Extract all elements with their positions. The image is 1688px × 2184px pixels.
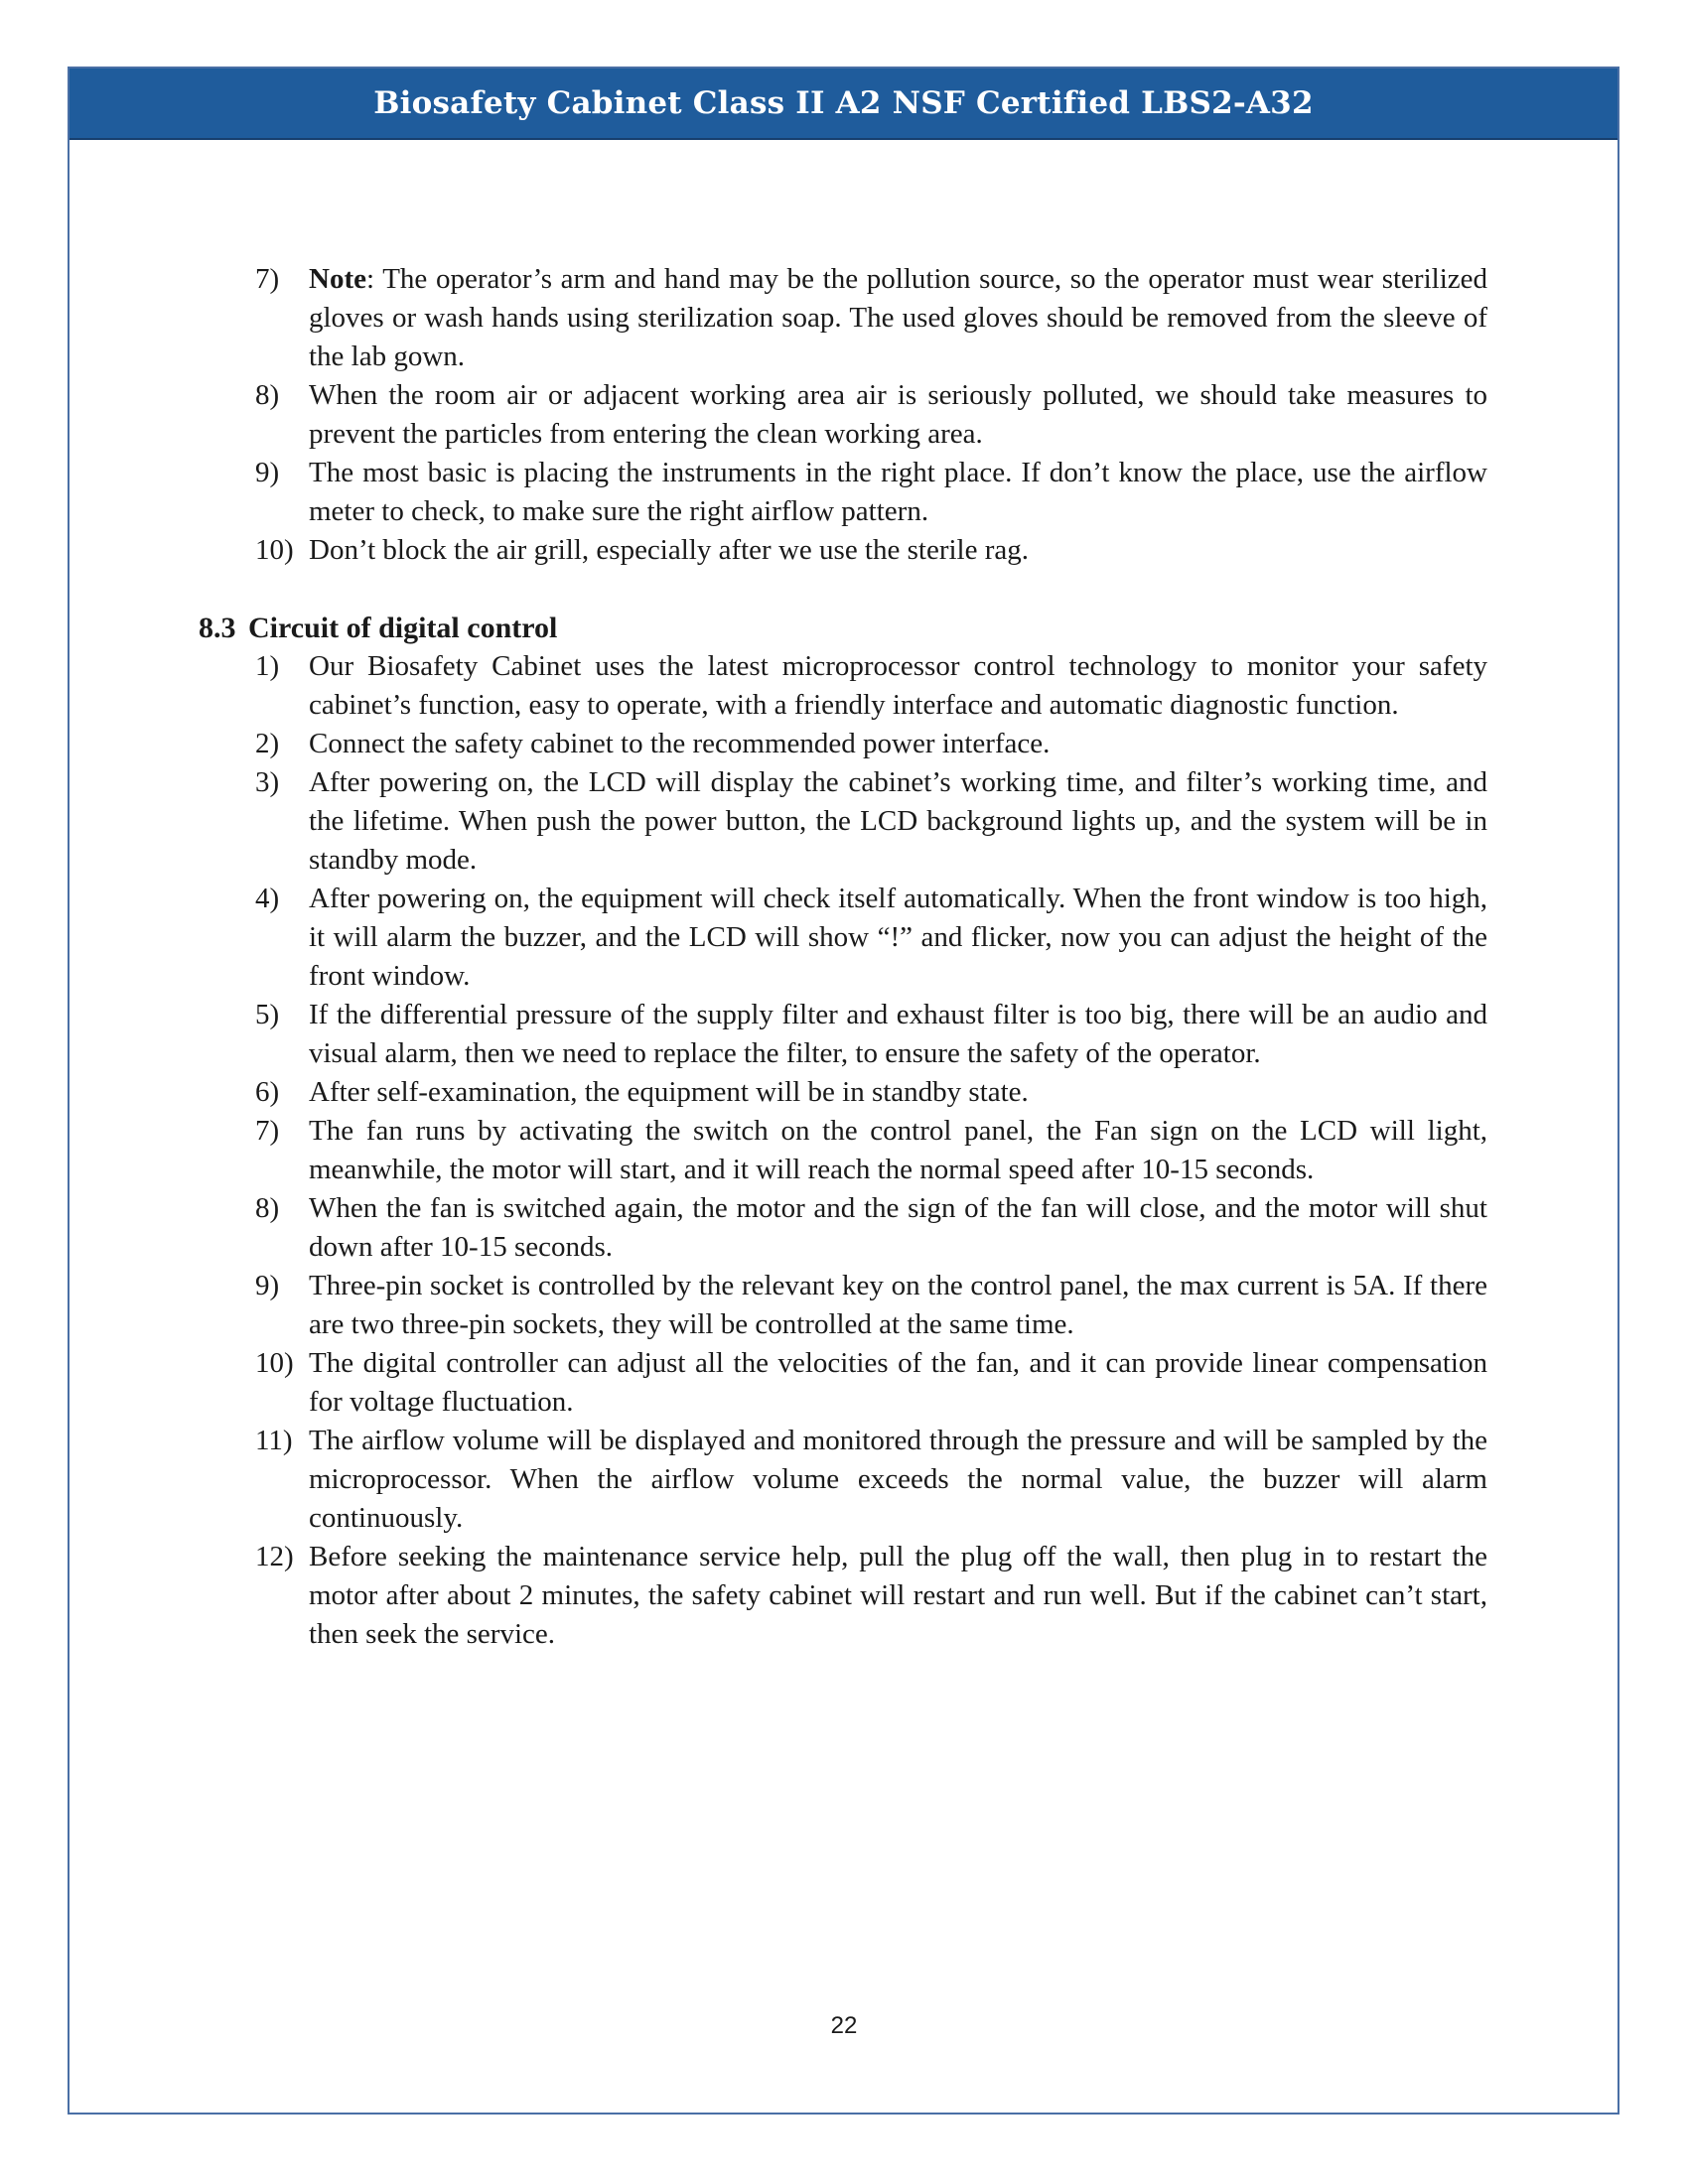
item-number: 8): [255, 1192, 280, 1224]
header-bar: [70, 68, 1618, 140]
item-text: After powering on, the equipment will check itself automatically. When the front window is too high, it will alarm the buzzer, and the LCD will show “!” and flicker, now you can adjust the height of the front window.: [309, 883, 1487, 992]
item-text: After self-examination, the equipment will be in standby state.: [309, 1076, 1029, 1108]
item-number: 2): [255, 728, 280, 759]
item-text: The fan runs by activating the switch on the control panel, the Fan sign on the LCD will light, meanwhile, the motor will start, and it will reach the normal speed after 10-15 seconds.: [309, 1115, 1487, 1185]
list-item: [199, 725, 1487, 763]
section-heading: [199, 609, 1487, 647]
item-text: The airflow volume will be displayed and monitored through the pressure and will be sampled by the microprocessor. When the airflow volume exceeds the normal value, the buzzer will alarm continuously.: [309, 1425, 1487, 1534]
list-item: [199, 376, 1487, 454]
item-number: 4): [255, 883, 280, 914]
list-item: [199, 880, 1487, 996]
list-item: [199, 260, 1487, 376]
list-item: [199, 763, 1487, 880]
item-text: The most basic is placing the instruments in the right place. If don’t know the place, use the airflow meter to check, to make sure the right airflow pattern.: [309, 457, 1487, 527]
section-number: 8.3: [199, 612, 236, 644]
page-content: [199, 260, 1487, 1654]
item-number: 7): [255, 1115, 280, 1147]
item-number: 1): [255, 650, 280, 682]
list-item: [199, 454, 1487, 531]
item-number: 9): [255, 1270, 280, 1301]
item-text: Don’t block the air grill, especially after we use the sterile rag.: [309, 534, 1029, 566]
list-item: [199, 1189, 1487, 1267]
item-number: 6): [255, 1076, 280, 1108]
list-item: [199, 1344, 1487, 1422]
precautions-list: [199, 260, 1487, 570]
item-text: When the room air or adjacent working area air is seriously polluted, we should take measures to prevent the particles from entering the clean working area.: [309, 379, 1487, 450]
item-text: Connect the safety cabinet to the recommended power interface.: [309, 728, 1051, 759]
item-text: : The operator’s arm and hand may be the pollution source, so the operator must wear sterilized gloves or wash hands using sterilization soap. The used gloves should be removed from the sleeve of the lab gown.: [309, 263, 1487, 372]
list-item: [199, 996, 1487, 1073]
list-item: [199, 1267, 1487, 1344]
list-item: [199, 1538, 1487, 1654]
list-item: [199, 531, 1487, 570]
item-text: Our Biosafety Cabinet uses the latest microprocessor control technology to monitor your safety cabinet’s function, easy to operate, with a friendly interface and automatic diagnostic function.: [309, 650, 1487, 721]
item-number: 7): [255, 263, 280, 295]
item-number: 9): [255, 457, 280, 488]
item-text: Three-pin socket is controlled by the relevant key on the control panel, the max current is 5A. If there are two three-pin sockets, they will be controlled at the same time.: [309, 1270, 1487, 1340]
item-text: If the differential pressure of the supply filter and exhaust filter is too big, there will be an audio and visual alarm, then we need to replace the filter, to ensure the safety of the operator.: [309, 999, 1487, 1069]
page-number: 22: [830, 2012, 858, 2039]
item-number: 5): [255, 999, 280, 1030]
item-number: 12): [255, 1541, 294, 1572]
item-text: When the fan is switched again, the motor and the sign of the fan will close, and the motor will shut down after 10-15 seconds.: [309, 1192, 1487, 1263]
item-text: Before seeking the maintenance service help, pull the plug off the wall, then plug in to restart the motor after about 2 minutes, the safety cabinet will restart and run well. But if the cabinet can’t start, then seek the service.: [309, 1541, 1487, 1650]
list-item: [199, 647, 1487, 725]
item-number: 10): [255, 534, 294, 566]
header-title: Biosafety Cabinet Class II A2 NSF Certified LBS2-A32: [373, 85, 1314, 121]
circuit-list: [199, 647, 1487, 1654]
item-text: The digital controller can adjust all the velocities of the fan, and it can provide linear compensation for voltage fluctuation.: [309, 1347, 1487, 1418]
note-label: Note: [309, 263, 366, 295]
item-number: 11): [255, 1425, 293, 1456]
list-item: [199, 1112, 1487, 1189]
item-text: After powering on, the LCD will display the cabinet’s working time, and filter’s working time, and the lifetime. When push the power button, the LCD background lights up, and the system will be in standby mode.: [309, 766, 1487, 876]
item-number: 8): [255, 379, 280, 411]
list-item: [199, 1073, 1487, 1112]
section-title: Circuit of digital control: [248, 612, 558, 644]
list-item: [199, 1422, 1487, 1538]
item-number: 10): [255, 1347, 294, 1379]
item-number: 3): [255, 766, 280, 798]
